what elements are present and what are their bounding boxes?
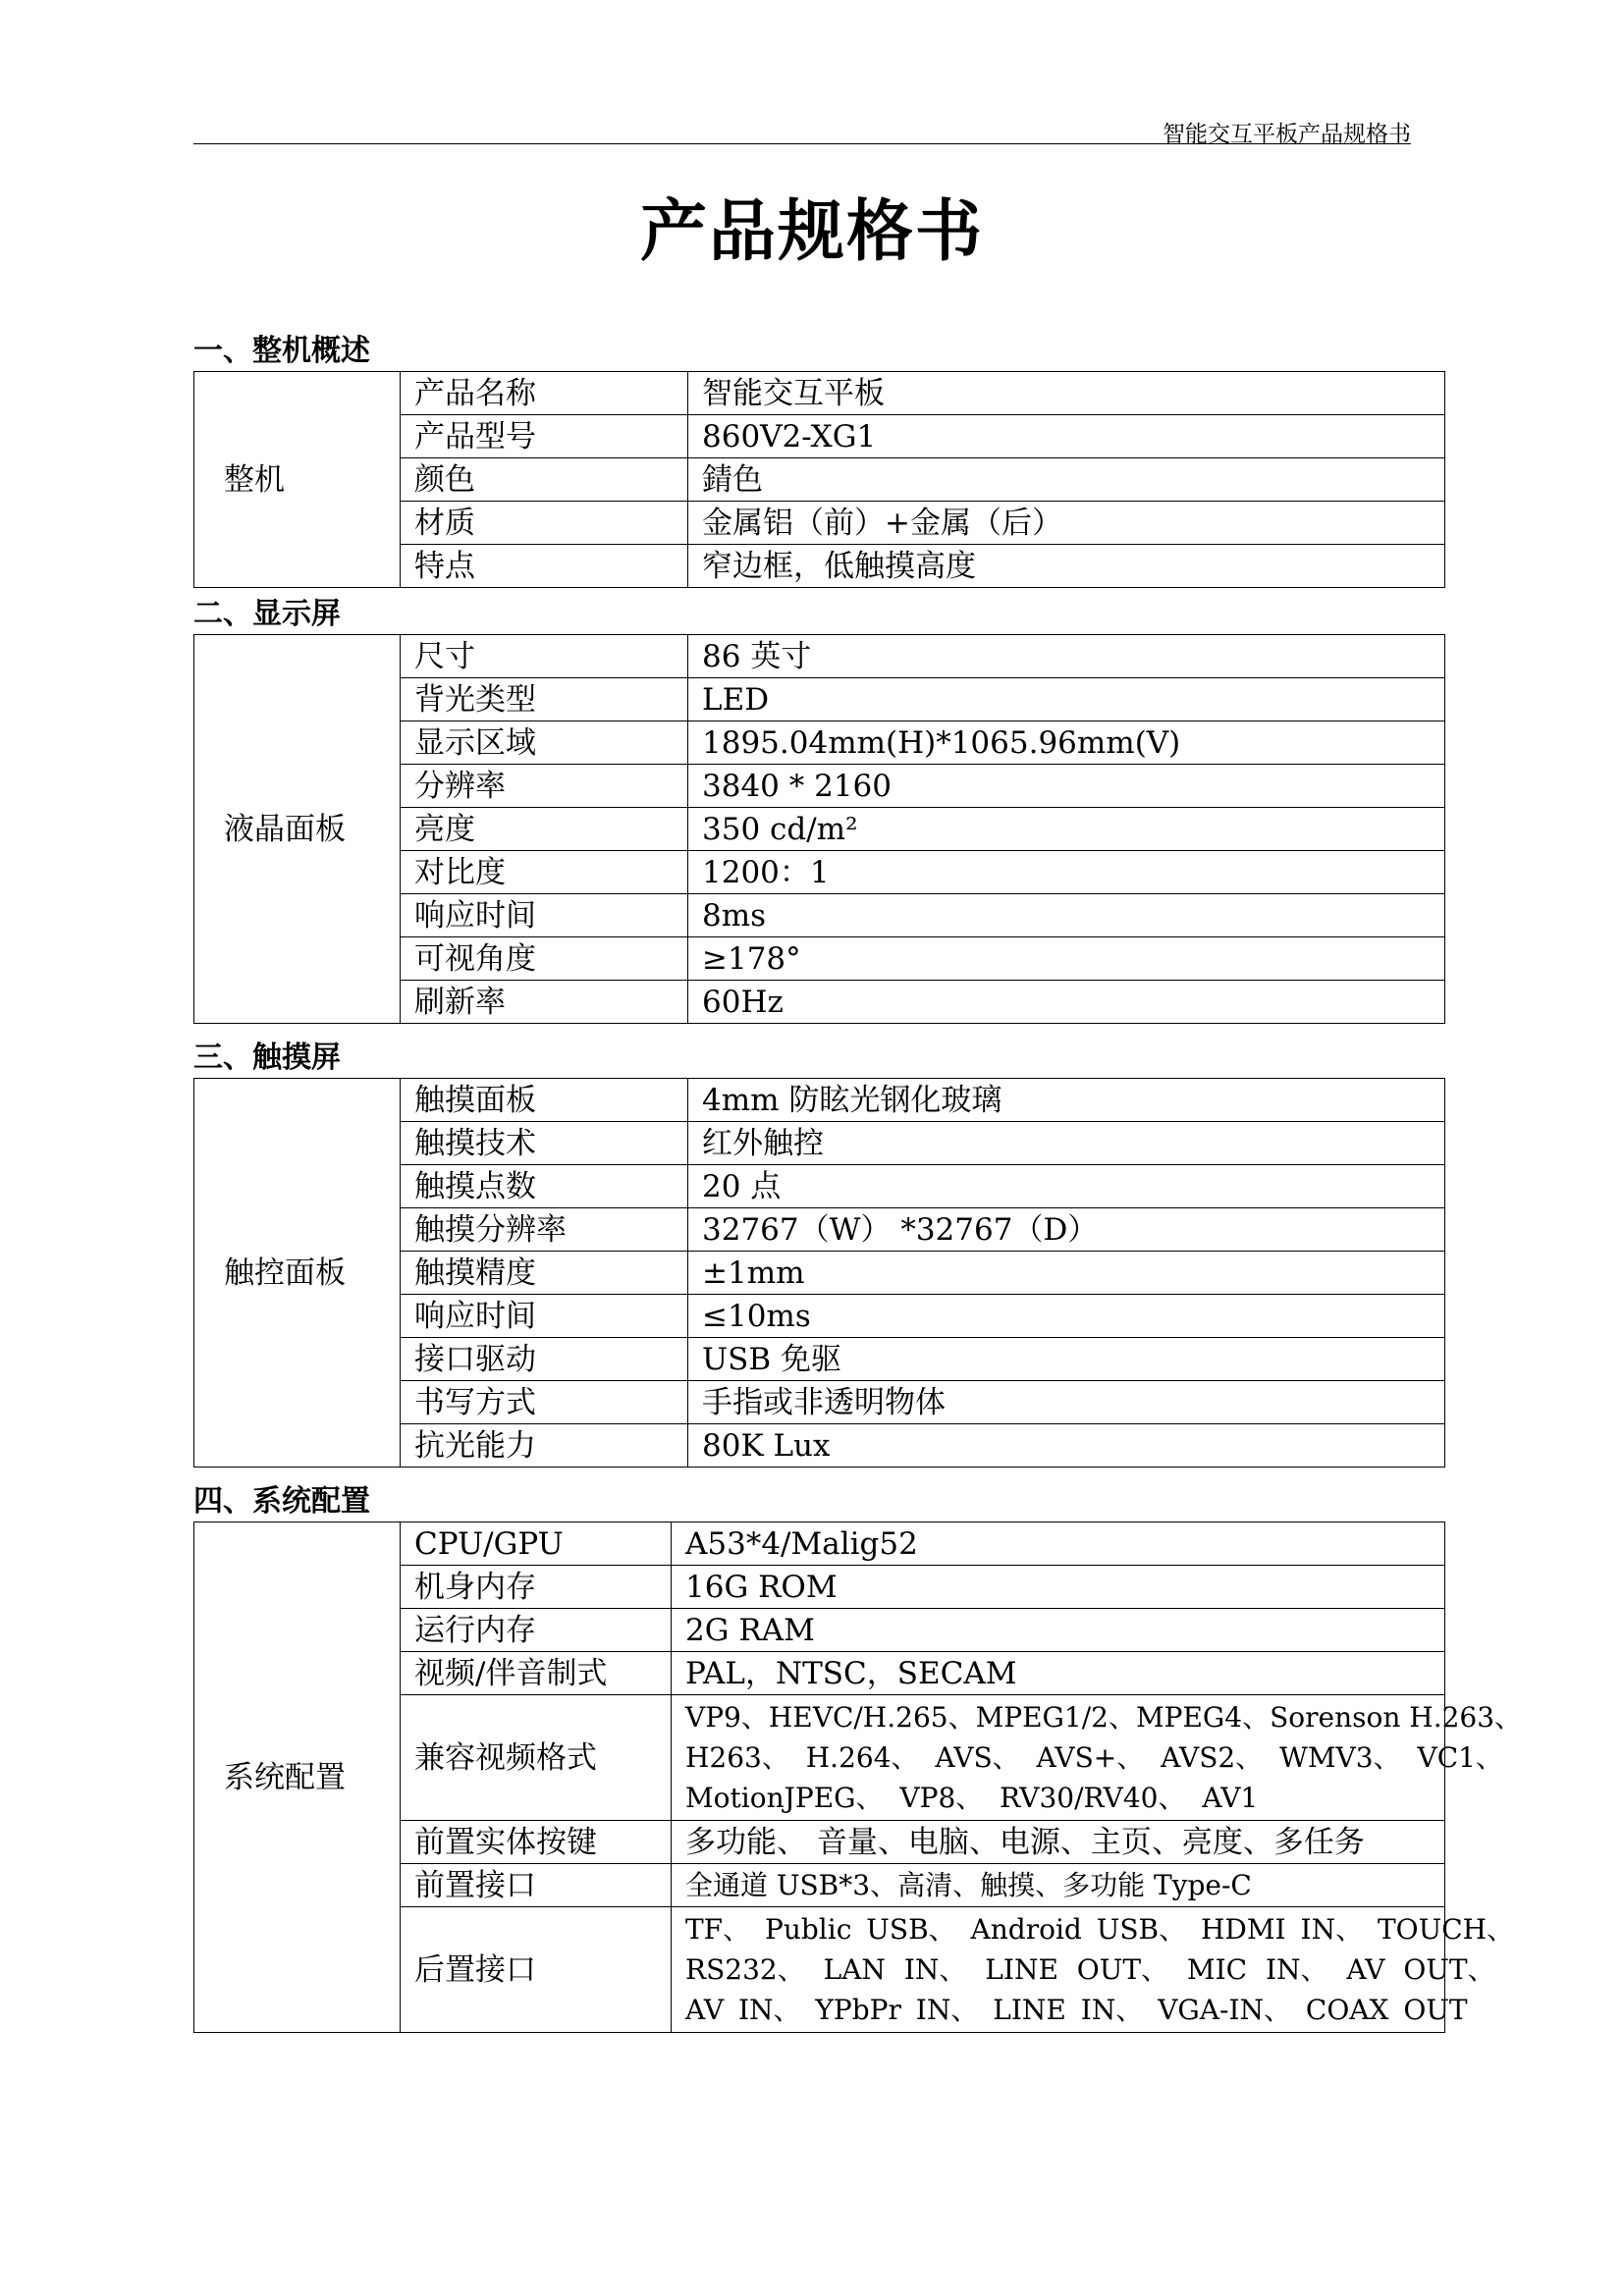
spec-table-overview (193, 371, 1445, 588)
spec-value: 32767（W） *32767（D） (688, 1208, 1445, 1252)
spec-label: 后置接口 (401, 1907, 672, 2033)
spec-value: 350 cd/m² (688, 808, 1445, 851)
value-line: RS232、 LAN IN、 LINE OUT、 MIC IN、 AV OUT、 (685, 1953, 1495, 1986)
spec-label: CPU/GPU (401, 1522, 672, 1566)
spec-label: 对比度 (401, 851, 688, 894)
spec-value: 2G RAM (672, 1609, 1445, 1652)
spec-label: 接口驱动 (401, 1338, 688, 1381)
spec-value: 1895.04mm(H)*1065.96mm(V) (688, 721, 1445, 765)
section-title: 四、系统配置 (193, 1484, 370, 1519)
spec-value: 窄边框，低触摸高度 (688, 545, 1445, 588)
spec-value-multiline (672, 1695, 1523, 1821)
spec-label: 分辨率 (401, 765, 688, 808)
spec-label: 抗光能力 (401, 1424, 688, 1468)
category-cell: 触控面板 (194, 1079, 401, 1468)
spec-value: 60Hz (688, 981, 1445, 1024)
spec-value: 手指或非透明物体 (688, 1381, 1445, 1424)
section-title: 二、显示屏 (193, 597, 341, 631)
table-row (194, 1522, 1445, 1566)
spec-label: 颜色 (401, 458, 688, 502)
spec-table-touch (193, 1078, 1445, 1468)
spec-value: 4mm 防眩光钢化玻璃 (688, 1079, 1445, 1122)
value-line: AV IN、 YPbPr IN、 LINE IN、 VGA-IN、 COAX OUT (685, 1994, 1468, 2026)
spec-label: 触摸分辨率 (401, 1208, 688, 1252)
spec-value: USB 免驱 (688, 1338, 1445, 1381)
section-title: 三、触摸屏 (193, 1041, 341, 1075)
section-display (193, 595, 1445, 1024)
spec-value: 8ms (688, 894, 1445, 937)
spec-label: 书写方式 (401, 1381, 688, 1424)
spec-value: ≤10ms (688, 1295, 1445, 1338)
table-row (194, 372, 1445, 415)
section-overview (193, 332, 1445, 588)
section-touch (193, 1039, 1445, 1468)
spec-label: 亮度 (401, 808, 688, 851)
spec-table-display (193, 634, 1445, 1024)
spec-label: 材质 (401, 502, 688, 545)
spec-label: 响应时间 (401, 1295, 688, 1338)
spec-value: 80K Lux (688, 1424, 1445, 1468)
spec-value: 1200：1 (688, 851, 1445, 894)
spec-label: 尺寸 (401, 635, 688, 678)
spec-value: A53*4/Malig52 (672, 1522, 1445, 1566)
spec-value: 金属铝（前）+金属（后） (688, 502, 1445, 545)
spec-label: 触摸面板 (401, 1079, 688, 1122)
spec-table-system (193, 1522, 1523, 2033)
spec-label: 背光类型 (401, 678, 688, 721)
spec-label: 特点 (401, 545, 688, 588)
spec-value: 860V2-XG1 (688, 415, 1445, 458)
spec-value: 3840 * 2160 (688, 765, 1445, 808)
spec-label: 触摸精度 (401, 1252, 688, 1295)
spec-value: ≥178° (688, 937, 1445, 981)
spec-label: 触摸技术 (401, 1122, 688, 1165)
spec-label: 可视角度 (401, 937, 688, 981)
spec-value: 16G ROM (672, 1566, 1445, 1609)
spec-label: 机身内存 (401, 1566, 672, 1609)
spec-label: 产品名称 (401, 372, 688, 415)
table-row (194, 1079, 1445, 1122)
spec-label: 视频/伴音制式 (401, 1652, 672, 1695)
spec-label: 触摸点数 (401, 1165, 688, 1208)
category-cell: 系统配置 (194, 1522, 401, 2033)
document-title: 产品规格书 (639, 192, 984, 271)
spec-label: 产品型号 (401, 415, 688, 458)
table-row (194, 635, 1445, 678)
page-header (193, 114, 1411, 147)
spec-value: PAL，NTSC，SECAM (672, 1652, 1445, 1695)
spec-label: 兼容视频格式 (401, 1695, 672, 1821)
section-system (193, 1482, 1523, 2033)
spec-label: 响应时间 (401, 894, 688, 937)
spec-label: 前置接口 (401, 1864, 672, 1907)
value-line: TF、 Public USB、 Android USB、 HDMI IN、 TOUCH、 (685, 1913, 1515, 1946)
spec-value: 多功能、 音量、电脑、电源、主页、亮度、多任务 (672, 1821, 1445, 1864)
category-cell: 液晶面板 (194, 635, 401, 1024)
spec-label: 运行内存 (401, 1609, 672, 1652)
spec-label: 前置实体按键 (401, 1821, 672, 1864)
spec-value-multiline (672, 1907, 1515, 2033)
spec-value: 全通道 USB*3、高清、触摸、多功能 Type-C (672, 1864, 1445, 1907)
spec-label: 显示区域 (401, 721, 688, 765)
spec-label: 刷新率 (401, 981, 688, 1024)
spec-value: 錆色 (688, 458, 1445, 502)
value-line: MotionJPEG、 VP8、 RV30/RV40、 AV1 (685, 1782, 1259, 1814)
spec-value: 红外触控 (688, 1122, 1445, 1165)
spec-value: LED (688, 678, 1445, 721)
spec-value: 智能交互平板 (688, 372, 1445, 415)
spec-value: 20 点 (688, 1165, 1445, 1208)
spec-value: 86 英寸 (688, 635, 1445, 678)
spec-value: ±1mm (688, 1252, 1445, 1295)
section-title: 一、整机概述 (193, 334, 370, 368)
value-line: H263、 H.264、 AVS、 AVS+、 AVS2、 WMV3、 VC1、 (685, 1741, 1503, 1774)
header-text: 智能交互平板产品规格书 (1163, 122, 1411, 147)
value-line: VP9、HEVC/H.265、MPEG1/2、MPEG4、Sorenson H.263、 (685, 1701, 1523, 1734)
category-cell: 整机 (194, 372, 401, 588)
